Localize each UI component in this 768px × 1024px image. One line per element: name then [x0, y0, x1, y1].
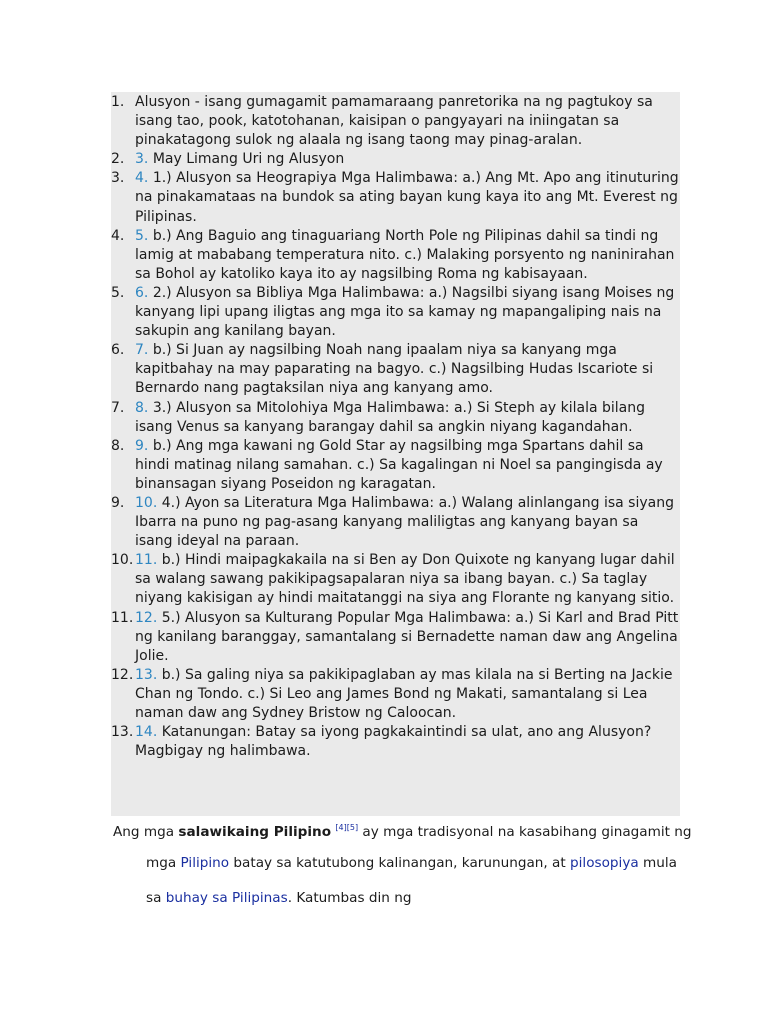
list-item-ref: 9. — [135, 437, 149, 454]
list-item-text: b.) Sa galing niya sa pakikipaglaban ay mas kilala na si Berting na Jackie Chan ng Tondo. c.) Si Leo ang James Bond ng Makati, samantalang si Lea naman daw ang Sydney Bristow ng Caloocan. — [135, 666, 673, 721]
link-buhay-sa-pilipinas[interactable]: buhay sa Pilipinas — [165, 890, 288, 906]
list-item-number: 12. — [111, 666, 134, 683]
list-item-text: b.) Ang mga kawani ng Gold Star ay nagsilbing mga Spartans dahil sa hindi matinag nilang samahan. c.) Sa kagalingan ni Noel sa pangingisda ay binansagan siyang Poseidon ng karagatan. — [135, 437, 663, 492]
list-item-number: 8. — [111, 437, 125, 454]
list-item-text: 3.) Alusyon sa Mitolohiya Mga Halimbawa: a.) Si Steph ay kilala bilang isang Venus sa kanyang barangay dahil sa angkin niyang kagandahan. — [135, 399, 646, 435]
list-item-number: 4. — [111, 227, 125, 244]
list-item-text: Katanungan: Batay sa iyong pagkakaintindi sa ulat, ano ang Alusyon? Magbigay ng halimbawa. — [135, 724, 652, 760]
list-item — [111, 437, 679, 494]
list-item-text: b.) Hindi maipagkakaila na si Ben ay Don Quixote ng kanyang lugar dahil sa walang sawang pakikipagsapalaran niya sa ibang bayan. c.) Sa taglay niyang kakisigan ay hindi maitatanggi na siya ang Florante ng kanyang sitio. — [135, 552, 675, 607]
list-item-text: 2.) Alusyon sa Bibliya Mga Halimbawa: a.) Nagsilbi siyang isang Moises ng kanyang lipi upang iligtas ang mga ito sa kamay ng mapangaliping nais na sakupin ang kanilang bayan. — [135, 284, 675, 340]
list-item-ref: 6. — [135, 284, 149, 301]
list-item-text: 1.) Alusyon sa Heograpiya Mga Halimbawa: a.) Ang Mt. Apo ang itinuturing na pinakamataas na bundok sa ating bayan kung kaya ito ang Mt. Everest ng Pilipinas. — [135, 170, 679, 225]
list-item — [111, 341, 679, 398]
list-item-number: 6. — [111, 342, 125, 359]
list-item-text: b.) Ang Baguio ang tinaguariang North Pole ng Pilipinas dahil sa tindi ng lamig at mababang temperatura nito. c.) Malaking porsyento ng naninirahan sa Bohol ay katoliko kaya ito ay nagsilbing Roma ng kabisayaan. — [135, 227, 675, 282]
list-item — [111, 93, 679, 150]
list-item — [111, 723, 679, 761]
list-item — [111, 169, 679, 226]
paragraph-text: . Katumbas din ng — [287, 890, 412, 906]
list-item-number: 2. — [111, 151, 125, 168]
list-item-ref: 3. — [135, 151, 149, 168]
list-item-ref: 12. — [135, 609, 158, 626]
paragraph-text: mga — [146, 855, 181, 871]
paragraph-line-2 — [146, 853, 677, 873]
list-item — [111, 494, 679, 551]
list-item — [111, 227, 679, 284]
list-item-text: 5.) Alusyon sa Kulturang Popular Mga Halimbawa: a.) Si Karl and Brad Pitt ng kanilang baranggay, samantalang si Bernadette naman daw ang Angelina Jolie. — [135, 609, 679, 664]
list-item — [111, 399, 679, 437]
bold-term: salawikaing Pilipino — [178, 824, 332, 840]
paragraph-line-1 — [113, 818, 692, 842]
list-item-text: May Limang Uri ng Alusyon — [152, 151, 345, 168]
list-item-ref: 5. — [135, 227, 149, 244]
paragraph-line-3 — [146, 888, 411, 908]
list-item — [111, 150, 679, 169]
list-item — [111, 666, 679, 723]
list-item — [111, 609, 679, 666]
list-item-ref: 4. — [135, 170, 149, 187]
list-item-number: 9. — [111, 494, 125, 511]
link-pilipino[interactable]: Pilipino — [180, 855, 230, 871]
paragraph-text: ay mga tradisyonal na kasabihang ginagamit ng — [358, 824, 692, 840]
list-item-ref: 8. — [135, 399, 149, 416]
paragraph-text: sa — [146, 890, 166, 906]
list-item-text: b.) Si Juan ay nagsilbing Noah nang ipaalam niya sa kanyang mga kapitbahay na may paparating na bagyo. c.) Nagsilbing Hudas Iscariote si Bernardo nang pagtaksilan niya ang kanyang amo. — [135, 342, 654, 397]
list-item-ref: 13. — [135, 666, 158, 683]
list-item-number: 10. — [111, 552, 134, 569]
list-item-number: 3. — [111, 170, 125, 187]
list-item-text: 4.) Ayon sa Literatura Mga Halimbawa: a.) Walang alinlangang isa siyang Ibarra na puno ng pag-asang kanyang maliligtas ang kanyang bayan sa isang ideyal na paraan. — [135, 494, 674, 550]
list-item-ref: 10. — [135, 494, 158, 511]
list-item-ref: 14. — [135, 724, 158, 741]
list-item — [111, 551, 679, 608]
list-item — [111, 284, 679, 341]
list-item-number: 7. — [111, 399, 125, 416]
list-item-number: 1. — [111, 94, 125, 110]
paragraph-text: Ang mga — [113, 824, 179, 840]
list-item-number: 5. — [111, 284, 125, 301]
alusyon-list — [111, 93, 679, 761]
list-item-ref: 11. — [135, 552, 158, 569]
link-pilosopiya[interactable]: pilosopiya — [570, 855, 639, 871]
list-item-number: 11. — [111, 609, 134, 626]
paragraph-text: mula — [638, 855, 678, 871]
citation-link[interactable]: [4][5] — [335, 823, 359, 832]
list-item-ref: 7. — [135, 342, 149, 359]
list-item-text: Alusyon - isang gumagamit pamamaraang panretorika na ng pagtukoy sa isang tao, pook, katotohanan, kaisipan o pangyayari na iniingatan sa pinakatagong sulok ng alaala ng isang taong may pinag-aralan. — [135, 94, 653, 149]
paragraph-text: batay sa katutubong kalinangan, karunungan, at — [229, 855, 571, 871]
list-item-number: 13. — [111, 724, 134, 741]
